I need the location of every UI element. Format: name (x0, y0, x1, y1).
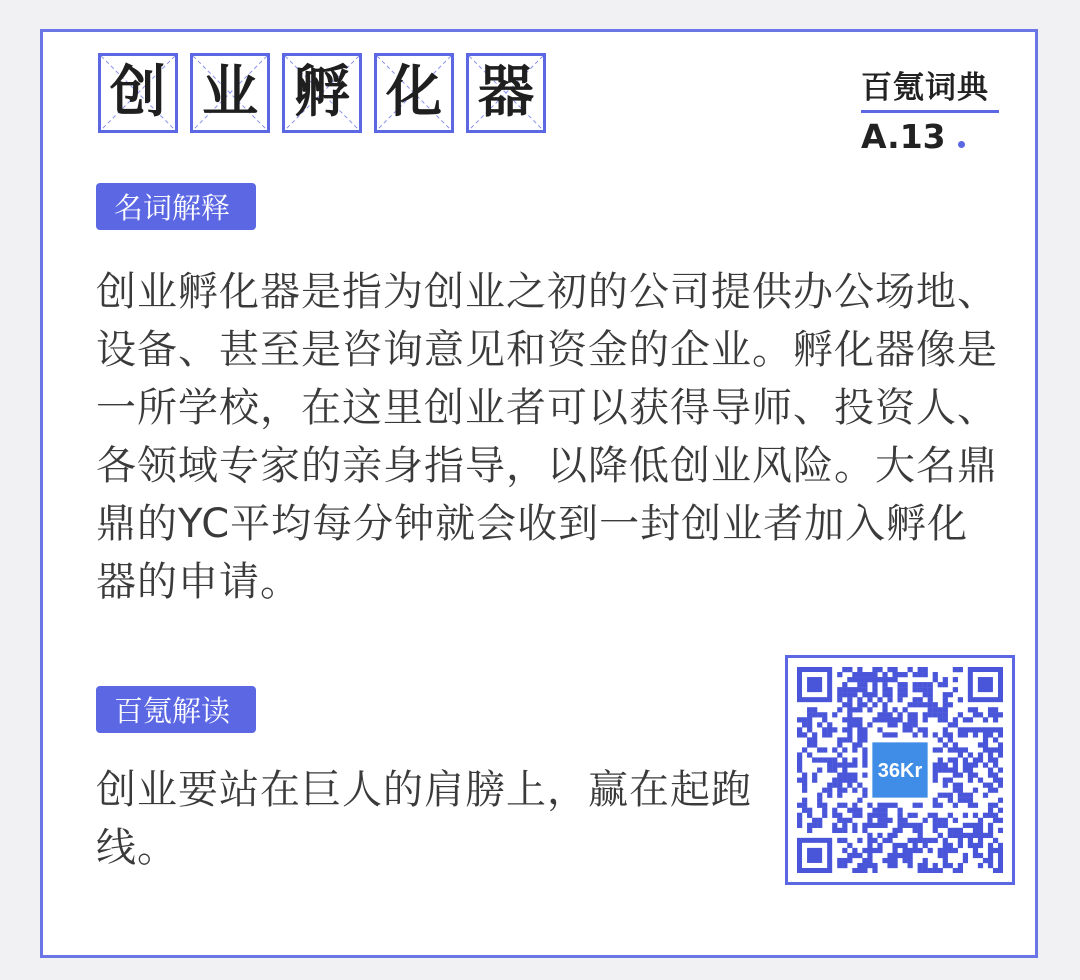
accent-dot-icon (958, 141, 965, 148)
title-char-box (98, 53, 178, 133)
brand-logo-text: 36Kr (877, 760, 923, 782)
title-char-box (466, 53, 546, 133)
brand-block (861, 62, 999, 156)
qr-code-icon (797, 667, 1003, 873)
title-char: 孵 (294, 60, 350, 125)
title-char: 化 (386, 60, 442, 125)
interpretation-tag: 百氪解读 (96, 686, 256, 733)
title-char: 器 (478, 60, 534, 125)
entry-code (861, 117, 999, 156)
title-char-box (190, 53, 270, 133)
qr-code[interactable] (785, 655, 1015, 885)
title-character-boxes (98, 53, 546, 133)
interpretation-text: 创业要站在巨人的肩膀上，赢在起跑线。 (96, 767, 752, 871)
title-char-box (374, 53, 454, 133)
title-char-box (282, 53, 362, 133)
definition-tag: 名词解释 (96, 183, 256, 230)
brand-name: 百氪词典 (861, 62, 999, 113)
title-char: 业 (202, 60, 258, 125)
entry-code-text: A.13 (861, 117, 946, 156)
dictionary-card (40, 29, 1038, 958)
definition-text: 创业孵化器是指为创业之初的公司提供办公场地、设备、甚至是咨询意见和资金的企业。孵化器像是一所学校，在这里创业者可以获得导师、投资人、各领域专家的亲身指导，以降低创业风险。大名鼎鼎的YC平均每分钟就会收到一封创业者加入孵化器的申请。 (96, 269, 998, 605)
title-char: 创 (110, 60, 166, 125)
